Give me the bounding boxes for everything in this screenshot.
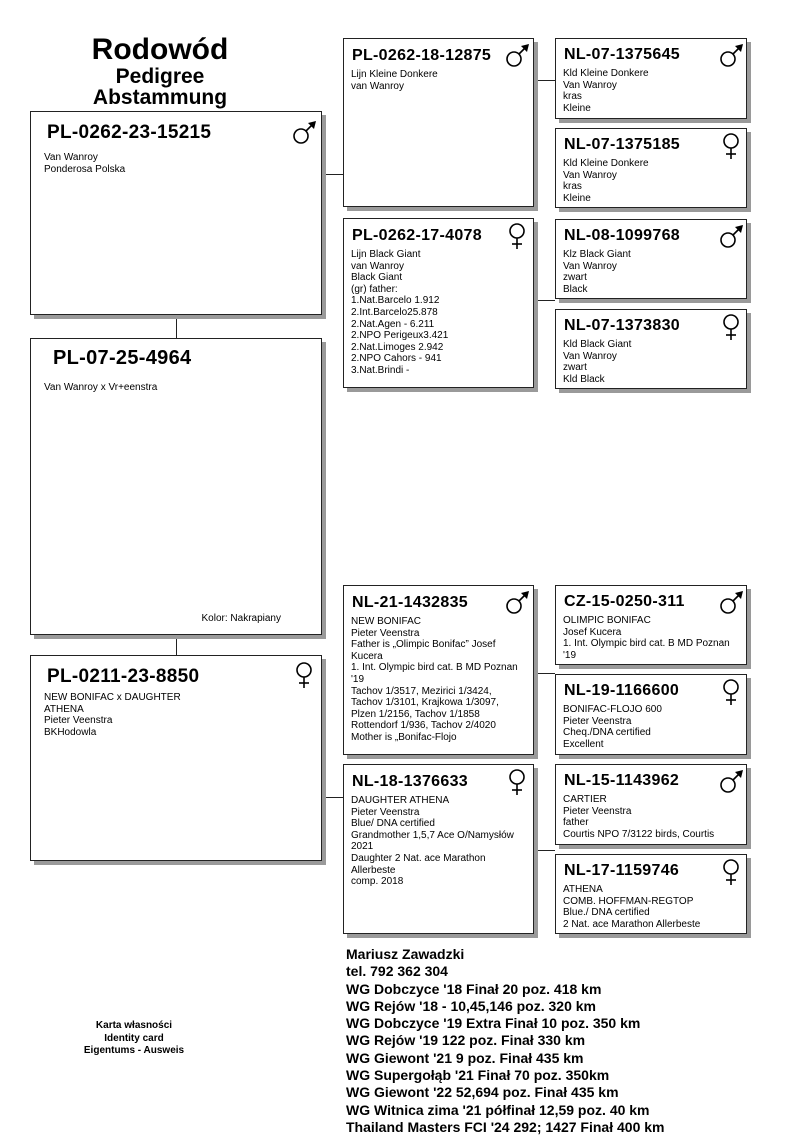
bird-description: Kld Black Giant Van Wanroy zwart Kld Black [563,339,632,385]
female-symbol-icon [716,312,746,342]
grandparent-card [343,764,534,934]
pigeon-color: Kolor: Nakrapiany [201,613,281,624]
ring-number: NL-17-1159746 [564,862,680,879]
bird-description: CARTIER Pieter Veenstra father Courtis NPO 7/3122 birds, Courtis [563,794,715,840]
bird-description: Kld Kleine Donkere Van Wanroy kras Kleine [563,68,649,114]
male-symbol-icon [716,41,746,71]
pedigree-title [60,34,260,108]
sire-description: Van Wanroy Ponderosa Polska [44,152,126,175]
connector-sire-pigeon [176,314,177,338]
pigeon-card [30,338,322,635]
great-grandparent-card [555,854,747,934]
ring-number: PL-0262-18-12875 [352,47,492,64]
great-grandparent-card [555,128,747,208]
bird-description: Lijn Kleine Donkere van Wanroy [351,69,438,92]
connector-gen2-0 [533,80,555,81]
connector-gen2-2 [533,673,555,674]
great-grandparent-card [555,219,747,299]
grandparent-card [343,585,534,755]
connector-sire-gen2 [321,174,343,175]
ring-number: NL-07-1375645 [564,46,680,63]
bird-description: ATHENA COMB. HOFFMAN-REGTOP Blue./ DNA certified 2 Nat. ace Marathon Allerbeste [563,884,701,930]
pigeon-ring-number: PL-07-25-4964 [53,347,192,369]
pigeon-description: Van Wanroy x Vr+eenstra [44,382,158,393]
bird-description: BONIFAC-FLOJO 600 Pieter Veenstra Cheq./DNA certified Excellent [563,704,662,750]
female-symbol-icon [716,131,746,161]
title-abstammung: Abstammung [92,86,228,109]
female-symbol-icon [289,660,319,690]
female-symbol-icon [502,221,532,251]
male-symbol-icon [289,118,319,148]
bird-description: Kld Kleine Donkere Van Wanroy kras Kleine [563,158,649,204]
grandparent-card [343,218,534,388]
female-symbol-icon [716,677,746,707]
dam-ring-number: PL-0211-23-8850 [47,666,200,687]
great-grandparent-card [555,585,747,665]
title-pedigree: Pedigree [115,65,205,88]
identity-card-pl: Karta własności [95,1020,173,1031]
ring-number: NL-18-1376633 [352,773,468,790]
male-symbol-icon [716,767,746,797]
title-rodowod: Rodowód [91,33,229,66]
great-grandparent-card [555,309,747,389]
owner-results: Mariusz Zawadzki tel. 792 362 304 WG Dobczyce '18 Finał 20 poz. 418 km WG Rejów '18 - 10,45,146 poz. 320 km WG Dobczyce '19 Extra Finał 10 poz. 350 km WG Rejów '19 122 poz. Finał 330 km WG Giewont '21 9 poz. Finał 435 km WG Supergołąb '21 Finał 70 poz. 350km WG Giewont '22 52,694 poz. Finał 435 km WG Witnica zima '21 półfinał 12,59 poz. 40 km Thailand Masters FCI '24 292; 1427 Finał 400 km [346,946,665,1135]
ring-number: NL-19-1166600 [564,682,680,699]
sire-ring-number: PL-0262-23-15215 [47,122,212,143]
connector-gen2-3 [533,850,555,851]
great-grandparent-card [555,674,747,755]
connector-gen2-1 [533,300,555,301]
male-symbol-icon [502,41,532,71]
great-grandparent-card [555,764,747,845]
identity-card-en: Identity card [104,1032,164,1044]
bird-description: OLIMPIC BONIFAC Josef Kucera 1. Int. Olympic bird cat. B MD Poznan '19 [563,615,730,661]
identity-card-label [64,1020,204,1058]
connector-dam-gen2 [321,797,343,798]
bird-description: DAUGHTER ATHENA Pieter Veenstra Blue/ DNA certified Grandmother 1,5,7 Ace O/Namysłów 2021 Daughter 2 Nat. ace Marathon Allerbeste comp. 2018 [351,795,514,888]
male-symbol-icon [502,588,532,618]
ring-number: NL-21-1432835 [352,594,468,611]
great-grandparent-card [555,38,747,119]
bird-description: NEW BONIFAC Pieter Veenstra Father is „Olimpic Bonifac” Josef Kucera 1. Int. Olympic bird cat. B MD Poznan '19 Tachov 1/3517, Mezirici 1/3424, Tachov 1/3101, Krajkowa 1/3097, Plzen 1/2156, Tachov 1/1858 Rottendorf 1/936, Tachov 2/4020 Mother is „Bonifac-Flojo [351,616,518,743]
male-symbol-icon [716,588,746,618]
dam-description: NEW BONIFAC x DAUGHTER ATHENA Pieter Veenstra BKHodowla [44,692,181,738]
male-symbol-icon [716,222,746,252]
ring-number: NL-07-1375185 [564,136,680,153]
ring-number: NL-15-1143962 [564,772,680,789]
connector-pigeon-dam [176,634,177,656]
ring-number: NL-07-1373830 [564,317,680,334]
female-symbol-icon [502,767,532,797]
sire-card [30,111,322,315]
bird-description: Lijn Black Giant van Wanroy Black Giant (gr) father: 1.Nat.Barcelo 1.912 2.Int.Barcelo25.878 2.Nat.Agen - 6.211 2.NPO Perigeux3.421 2.Nat.Limoges 2.942 2.NPO Cahors - 941 3.Nat.Brindi - [351,249,449,376]
female-symbol-icon [716,857,746,887]
ring-number: NL-08-1099768 [564,227,680,244]
grandparent-card [343,38,534,207]
dam-card [30,655,322,861]
ring-number: CZ-15-0250-311 [564,593,685,610]
bird-description: Klz Black Giant Van Wanroy zwart Black [563,249,631,295]
identity-card-de: Eigentums - Ausweis [83,1045,185,1056]
ring-number: PL-0262-17-4078 [352,227,482,244]
